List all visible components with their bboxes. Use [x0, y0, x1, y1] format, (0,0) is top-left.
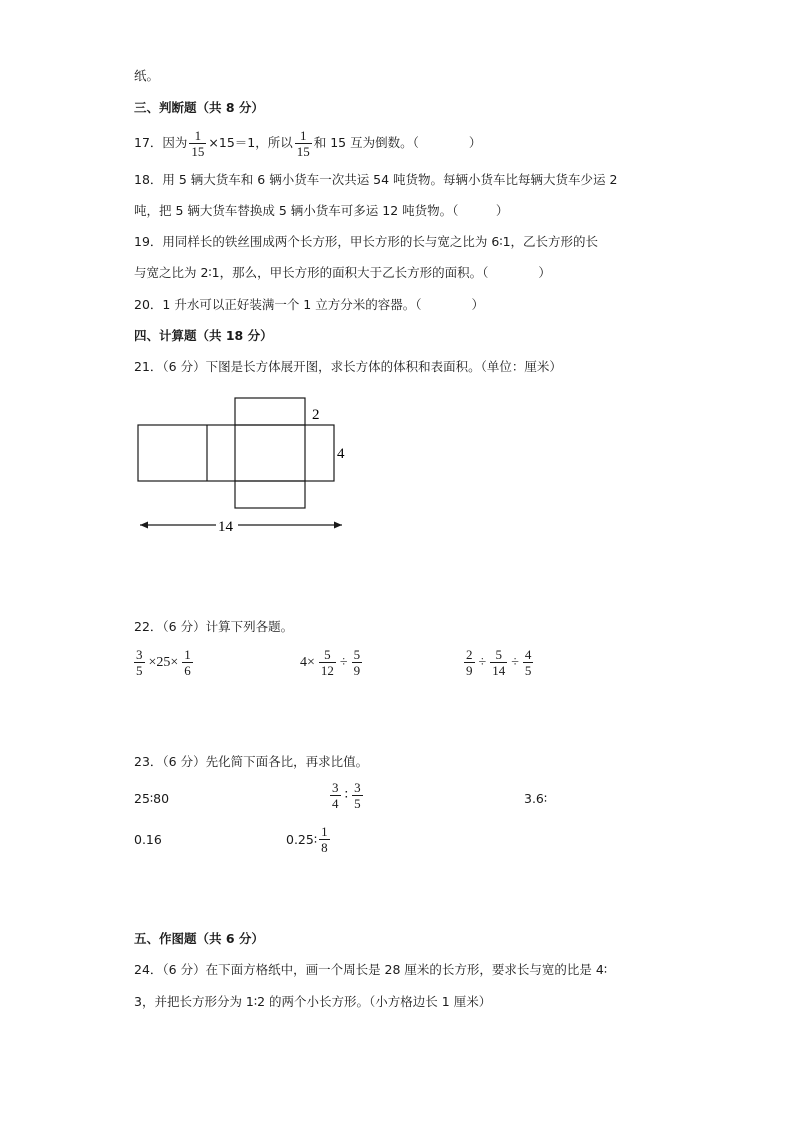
section-5-heading: 五、作图题（共 6 分） — [134, 931, 264, 946]
question-24-line-1: 24．（6 分）在下面方格纸中，画一个周长是 28 厘米的长方形，要求长与宽的比是 4∶ — [134, 962, 608, 977]
width-label: 2 — [312, 407, 320, 423]
expression-1: $\frac{3}{5}$ ×25× $\frac{1}{6}$ — [136, 647, 191, 678]
question-20: 20．1 升水可以正好装满一个 1 立方分米的容器。（ ） — [134, 297, 484, 312]
left-arrowhead — [140, 522, 148, 529]
question-18-line-2: 吨，把 5 辆大货车替换成 5 辆小货车可多运 12 吨货物。（ ） — [134, 203, 509, 218]
question-17: 17．因为 $\frac{1}{15}$ ×15＝1，所以 $\frac{1}{15}$ 和 15 互为倒数。（ ） — [134, 127, 482, 159]
net-top-face — [235, 398, 305, 425]
ratio-2: $\frac{3}{4}$ ∶ $\frac{3}{5}$ — [332, 780, 361, 811]
expression-3: $\frac{2}{9}$ ÷ $\frac{5}{14}$ ÷ $\frac{4}{5}$ — [466, 647, 532, 678]
ratio-3-continued: 0.16 — [134, 832, 162, 847]
question-19-line-2: 与宽之比为 2∶1，那么，甲长方形的面积大于乙长方形的面积。（ ） — [134, 265, 551, 280]
question-21: 21．（6 分）下图是长方体展开图，求长方体的体积和表面积。（单位：厘米） — [134, 359, 562, 374]
question-23: 23．（6 分）先化简下面各比，再求比值。 — [134, 754, 369, 769]
section-4-heading: 四、计算题（共 18 分） — [134, 328, 273, 343]
ratio-1: 25∶80 — [134, 791, 170, 806]
section-3-heading: 三、判断题（共 8 分） — [134, 100, 264, 115]
question-24-line-2: 3，并把长方形分为 1∶2 的两个小长方形。（小方格边长 1 厘米） — [134, 994, 492, 1009]
fraction: $\frac{1}{15}$ — [191, 127, 205, 159]
fraction: $\frac{1}{15}$ — [296, 127, 310, 159]
cuboid-net-figure — [130, 390, 360, 540]
length-label: 14 — [218, 519, 233, 535]
ratio-3: 3.6∶ — [524, 791, 548, 806]
ratio-4: 0.25∶ $\frac{1}{8}$ — [286, 824, 328, 855]
net-bottom-face — [235, 481, 305, 508]
question-22: 22．（6 分）计算下列各题。 — [134, 619, 294, 634]
right-arrowhead — [334, 522, 342, 529]
question-18-line-1: 18．用 5 辆大货车和 6 辆小货车一次共运 54 吨货物。每辆小货车比每辆大货车少运 2 — [134, 172, 618, 187]
question-19-line-1: 19．用同样长的铁丝围成两个长方形，甲长方形的长与宽之比为 6∶1，乙长方形的长 — [134, 234, 599, 249]
continued-text: 纸。 — [134, 68, 160, 83]
height-label: 4 — [337, 446, 345, 462]
expression-2: 4× $\frac{5}{12}$ ÷ $\frac{5}{9}$ — [300, 647, 361, 678]
